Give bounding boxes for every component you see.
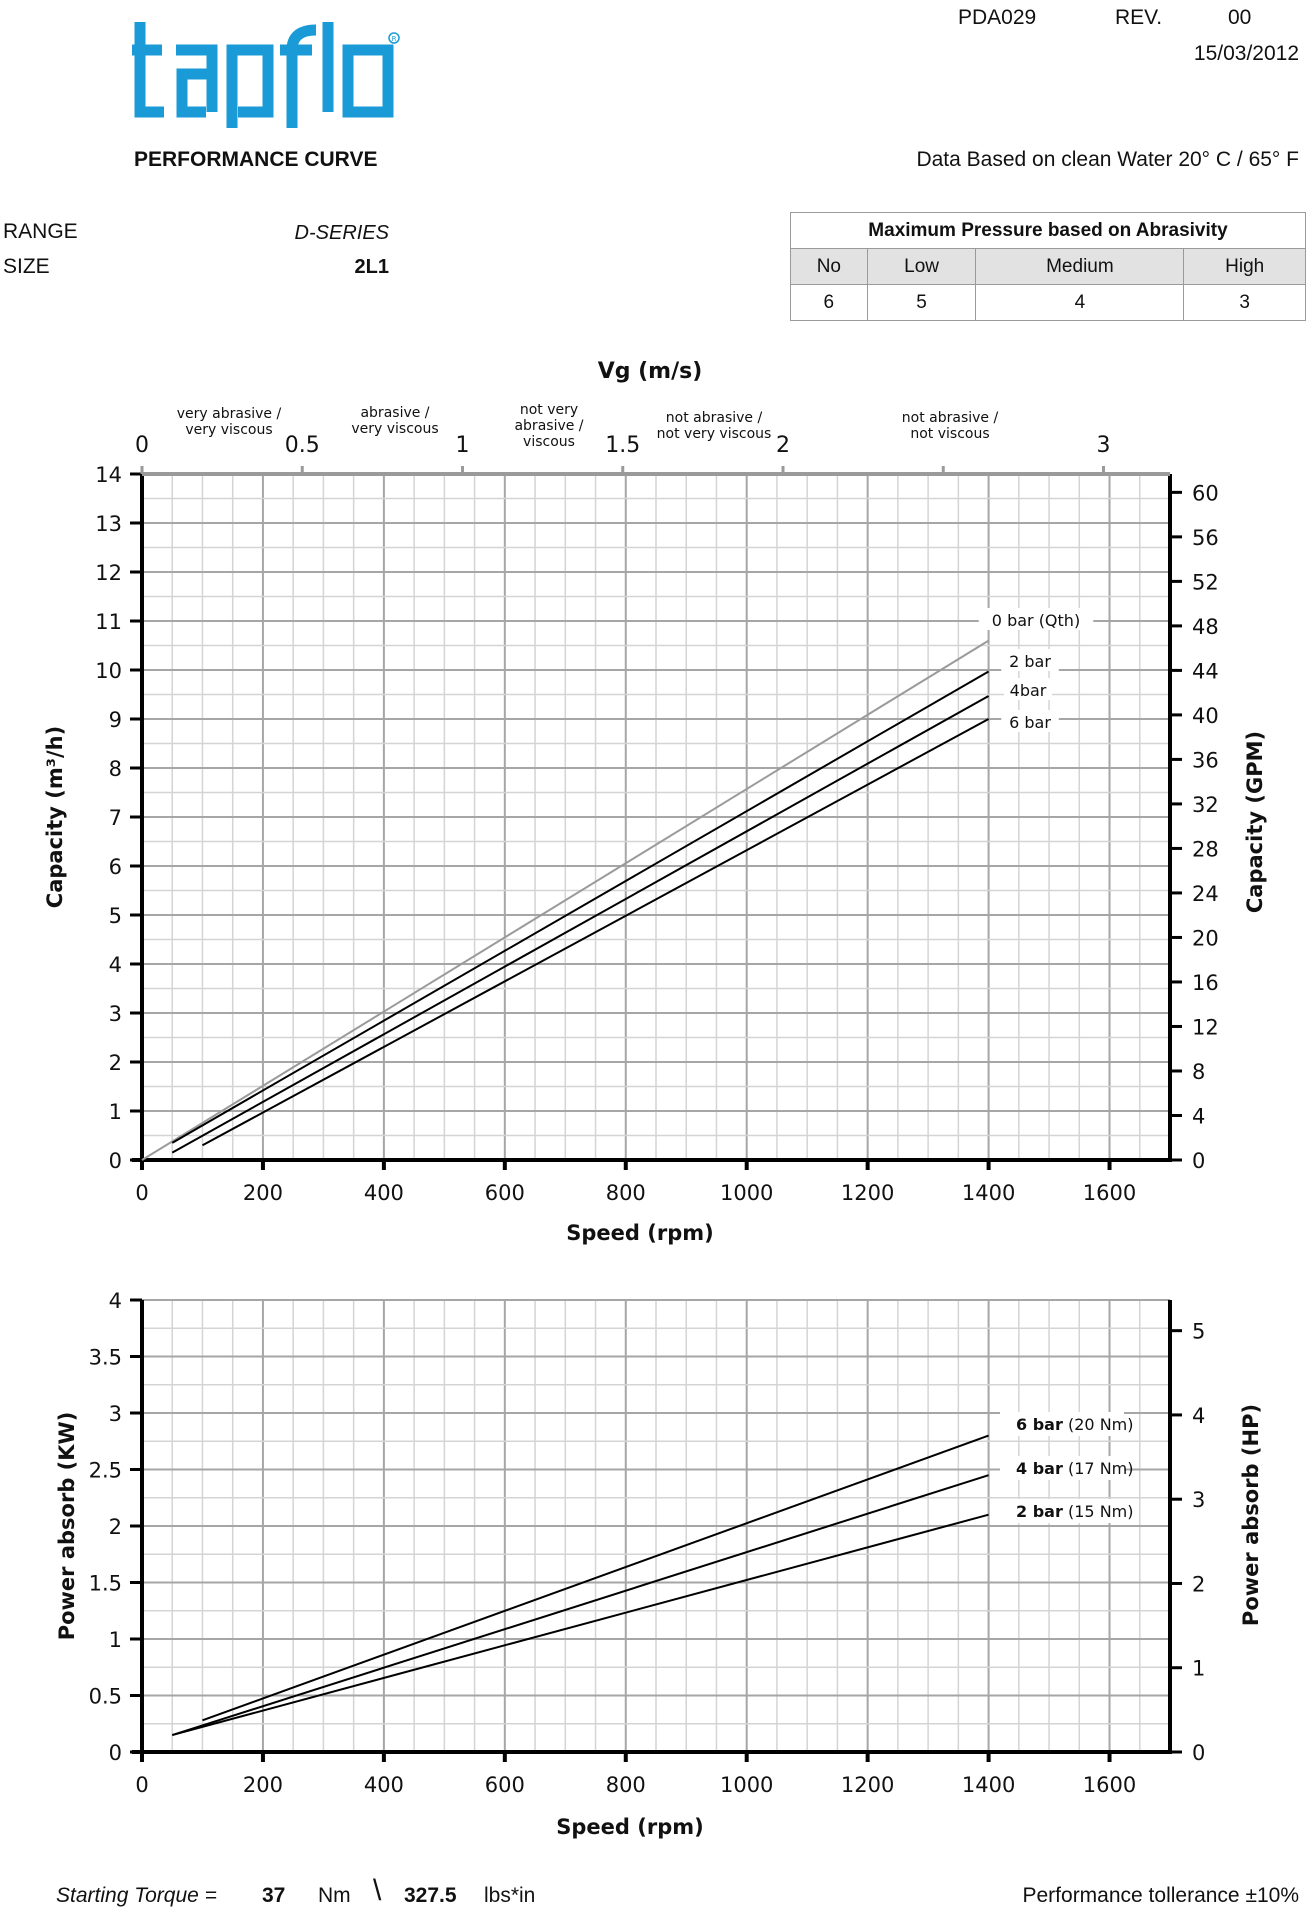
starting-torque-nm: 37: [262, 1884, 286, 1907]
x-tick-label: 400: [363, 1773, 404, 1797]
y-right-tick-label: 56: [1192, 525, 1219, 550]
y-tick-label: 14: [95, 463, 122, 487]
y-axis-title: Power absorb (KW): [55, 1411, 79, 1641]
y-right-tick-label: 48: [1192, 614, 1219, 639]
y-axis-right-title: Power absorb (HP): [1239, 1403, 1263, 1627]
abrasivity-col-no: No: [791, 249, 868, 285]
series-label: 6 bar: [1016, 1415, 1063, 1434]
x-tick-label: 200: [242, 1773, 283, 1797]
x-tick-label: 1600: [1082, 1773, 1137, 1797]
y-tick-label: 3.5: [88, 1345, 122, 1370]
x-tick-label: 0: [135, 1181, 149, 1205]
series-label: 2 bar: [1016, 1502, 1063, 1521]
series-label: 4bar: [1009, 681, 1047, 700]
vg-zone-label-line: abrasive /: [514, 418, 584, 434]
y-tick-label: 0: [108, 1149, 122, 1173]
x-tick-label: 600: [484, 1181, 525, 1205]
x-tick-label: 400: [363, 1181, 404, 1205]
series-label-note: (20 Nm): [1068, 1415, 1134, 1434]
performance-tolerance: Performance tollerance ±10%: [1022, 1884, 1299, 1907]
x-tick-label: 0: [135, 1773, 149, 1797]
y-tick-label: 1: [108, 1628, 122, 1652]
y-right-tick-label: 20: [1192, 926, 1219, 951]
y-right-tick-label: 40: [1192, 703, 1219, 728]
torque-lbs-unit: lbs*in: [484, 1884, 536, 1907]
x-tick-label: 1200: [840, 1773, 895, 1797]
capacity-chart: [43, 359, 1267, 1245]
test-conditions: Data Based on clean Water 20° C / 65° F: [916, 148, 1299, 171]
y-right-tick-label: 3: [1192, 1488, 1206, 1513]
y-right-tick-label: 8: [1192, 1059, 1206, 1084]
size-label: SIZE: [3, 255, 50, 278]
y-tick-label: 4: [108, 1289, 122, 1313]
y-tick-label: 10: [95, 659, 122, 683]
series-line: [172, 671, 988, 1142]
vg-zone-label-line: viscous: [523, 434, 575, 450]
y-tick-label: 2: [108, 1051, 122, 1075]
y-tick-label: 9: [108, 708, 122, 732]
y-right-tick-label: 36: [1192, 748, 1219, 773]
top-axis-tick-label: 0.5: [284, 433, 320, 458]
series-label: 6 bar: [1009, 713, 1051, 732]
y-tick-label: 3: [108, 1402, 122, 1426]
y-right-tick-label: 0: [1192, 1741, 1206, 1765]
vg-zone-label: [902, 410, 999, 442]
y-tick-label: 0.5: [88, 1684, 122, 1709]
rev-value: 00: [1228, 6, 1252, 29]
svg-text:R: R: [391, 35, 397, 43]
series-label: 4 bar: [1016, 1459, 1063, 1478]
power-chart: [55, 1289, 1263, 1839]
y-right-tick-label: 32: [1192, 792, 1219, 817]
x-tick-label: 800: [605, 1181, 646, 1205]
vg-zone-label-line: not very viscous: [656, 426, 772, 442]
series-label: 2 bar: [1009, 652, 1051, 671]
vg-zone-label: [514, 402, 583, 450]
abrasivity-value-high: 3: [1184, 285, 1306, 321]
vg-zone-label: [657, 410, 772, 442]
y-right-tick-label: 4: [1192, 1403, 1206, 1428]
y-right-tick-label: 44: [1192, 659, 1219, 684]
top-axis-tick-label: 0: [135, 433, 149, 458]
vg-zone-label: [177, 406, 282, 438]
size-value: 2L1: [354, 256, 389, 278]
y-right-tick-label: 5: [1192, 1319, 1206, 1344]
y-tick-label: 12: [95, 561, 122, 585]
series-label: 0 bar (Qth): [991, 611, 1081, 630]
y-tick-label: 1: [108, 1100, 122, 1124]
y-tick-label: 2: [108, 1515, 122, 1539]
top-axis-tick-label: 1: [455, 433, 470, 458]
y-tick-label: 11: [95, 610, 122, 634]
top-axis-title: Vg (m/s): [597, 359, 703, 384]
y-tick-label: 2.5: [88, 1458, 122, 1483]
vg-zone-label-line: very viscous: [351, 421, 439, 437]
y-tick-label: 8: [108, 757, 122, 781]
series-line: [172, 696, 988, 1153]
y-right-tick-label: 2: [1192, 1572, 1206, 1597]
y-right-tick-label: 24: [1192, 881, 1219, 906]
x-tick-label: 1600: [1082, 1181, 1137, 1205]
top-axis-tick-label: 2: [776, 433, 790, 458]
y-tick-label: 13: [95, 512, 122, 536]
vg-zone-label-line: not viscous: [910, 426, 990, 442]
x-tick-label: 1200: [840, 1181, 895, 1205]
y-tick-label: 7: [108, 806, 122, 830]
vg-zone-label: [351, 405, 438, 437]
vg-zone-label-line: not abrasive /: [665, 410, 763, 426]
abrasivity-table-title: Maximum Pressure based on Abrasivity: [791, 213, 1306, 249]
y-right-tick-label: 28: [1192, 837, 1219, 862]
y-right-tick-label: 0: [1192, 1149, 1206, 1173]
rev-label: REV.: [1115, 6, 1163, 29]
x-tick-label: 1000: [719, 1773, 774, 1797]
series-label-note: (17 Nm): [1068, 1459, 1134, 1478]
top-axis-tick-label: 1.5: [605, 433, 641, 458]
torque-nm-unit: Nm: [318, 1884, 351, 1907]
vg-zone-label-line: not very: [519, 402, 579, 418]
top-axis-tick-label: 3: [1096, 433, 1111, 458]
x-axis-title: Speed (rpm): [566, 1221, 714, 1245]
y-right-tick-label: 4: [1192, 1104, 1206, 1129]
x-axis-title: Speed (rpm): [556, 1815, 704, 1839]
doc-date: 15/03/2012: [1193, 42, 1299, 65]
abrasivity-col-low: Low: [867, 249, 976, 285]
x-tick-label: 600: [484, 1773, 525, 1797]
y-tick-label: 6: [108, 855, 122, 879]
y-right-tick-label: 52: [1192, 570, 1219, 595]
y-tick-label: 1.5: [88, 1571, 122, 1596]
y-right-tick-label: 60: [1192, 481, 1219, 506]
vg-zone-label-line: not abrasive /: [901, 410, 999, 426]
y-tick-label: 0: [108, 1741, 122, 1765]
series-line: [172, 1515, 988, 1735]
abrasivity-value-low: 5: [867, 285, 976, 321]
range-value: D-SERIES: [294, 222, 389, 244]
page-title: PERFORMANCE CURVE: [134, 148, 378, 171]
y-axis-right-title: Capacity (GPM): [1243, 730, 1267, 914]
series-label-note: (15 Nm): [1068, 1502, 1134, 1521]
y-right-tick-label: 16: [1192, 970, 1219, 995]
abrasivity-value-no: 6: [791, 285, 868, 321]
starting-torque-lbs: 327.5: [404, 1884, 457, 1907]
starting-torque-label: Starting Torque =: [56, 1884, 217, 1907]
x-tick-label: 1400: [961, 1181, 1016, 1205]
x-tick-label: 800: [605, 1773, 646, 1797]
doc-code: PDA029: [958, 6, 1037, 29]
y-tick-label: 5: [108, 904, 122, 928]
vg-zone-label-line: abrasive /: [360, 405, 430, 421]
vg-zone-label-line: very viscous: [185, 422, 273, 438]
y-right-tick-label: 1: [1192, 1656, 1206, 1681]
y-tick-label: 3: [108, 1002, 122, 1026]
range-label: RANGE: [3, 220, 78, 243]
x-tick-label: 1400: [961, 1773, 1016, 1797]
x-tick-label: 200: [242, 1181, 283, 1205]
vg-zone-label-line: very abrasive /: [176, 406, 282, 422]
y-axis-title: Capacity (m³/h): [43, 725, 67, 909]
abrasivity-col-high: High: [1184, 249, 1306, 285]
x-tick-label: 1000: [719, 1181, 774, 1205]
abrasivity-value-medium: 4: [976, 285, 1184, 321]
y-tick-label: 4: [108, 953, 122, 977]
y-right-tick-label: 12: [1192, 1015, 1219, 1040]
torque-separator: \: [373, 1874, 382, 1907]
abrasivity-col-medium: Medium: [976, 249, 1184, 285]
